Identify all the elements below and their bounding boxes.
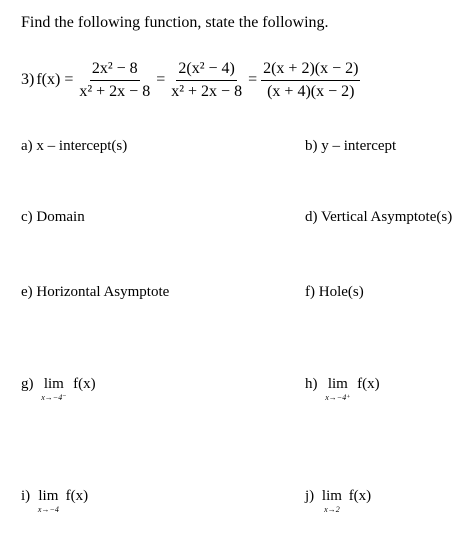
fraction-factored-numerator [169, 59, 244, 102]
part-f-holes: f) Hole(s) [305, 284, 364, 300]
limit-word: lim [321, 488, 342, 504]
limit-operator [322, 488, 342, 514]
equals-sign: = [156, 71, 166, 88]
equals-sign: = [248, 71, 258, 88]
limit-expression: f(x) [65, 488, 89, 504]
limit-subscript: x→2 [324, 505, 340, 514]
limit-subscript: x→−4 [37, 505, 59, 514]
limit-word: lim [38, 488, 59, 504]
part-d-vertical-asymptotes: d) Vertical Asymptote(s) [305, 209, 453, 225]
limit-subscript: x→−4⁺ [325, 393, 351, 402]
limit-word: lim [327, 376, 348, 392]
part-label: i) [21, 488, 31, 504]
fraction-denominator: (x + 4)(x − 2) [267, 82, 355, 100]
limit-subscript: x→−4⁻ [41, 393, 67, 402]
problem-number: 3) [21, 71, 35, 88]
fraction-numerator: 2(x² − 4) [176, 59, 236, 81]
fraction-numerator: 2x² − 8 [90, 59, 140, 81]
part-label: h) [305, 376, 318, 392]
limit-expression: f(x) [357, 376, 380, 392]
limit-word: lim [43, 376, 64, 392]
fraction-original [77, 59, 152, 102]
limit-operator [41, 376, 66, 402]
fraction-denominator: x² + 2x − 8 [171, 82, 243, 100]
part-h-right-limit [305, 376, 380, 402]
fraction-fully-factored [261, 59, 360, 102]
part-label: j) [305, 488, 315, 504]
limit-operator [325, 376, 350, 402]
limit-expression: f(x) [348, 488, 372, 504]
part-a-x-intercepts: a) x – intercept(s) [21, 138, 128, 154]
fraction-numerator: 2(x + 2)(x − 2) [261, 59, 360, 81]
fraction-denominator: x² + 2x − 8 [79, 82, 151, 100]
function-lhs: f(x) = [36, 71, 74, 88]
part-b-y-intercept: b) y – intercept [305, 138, 397, 154]
part-e-horizontal-asymptote: e) Horizontal Asymptote [21, 284, 170, 300]
limit-expression: f(x) [73, 376, 96, 392]
limit-operator [38, 488, 59, 514]
part-label: g) [21, 376, 34, 392]
function-equation [21, 54, 362, 106]
worksheet-heading: Find the following function, state the following. [21, 14, 329, 31]
part-j-limit [305, 488, 371, 514]
part-i-limit [21, 488, 88, 514]
part-g-left-limit [21, 376, 96, 402]
part-c-domain: c) Domain [21, 209, 85, 225]
